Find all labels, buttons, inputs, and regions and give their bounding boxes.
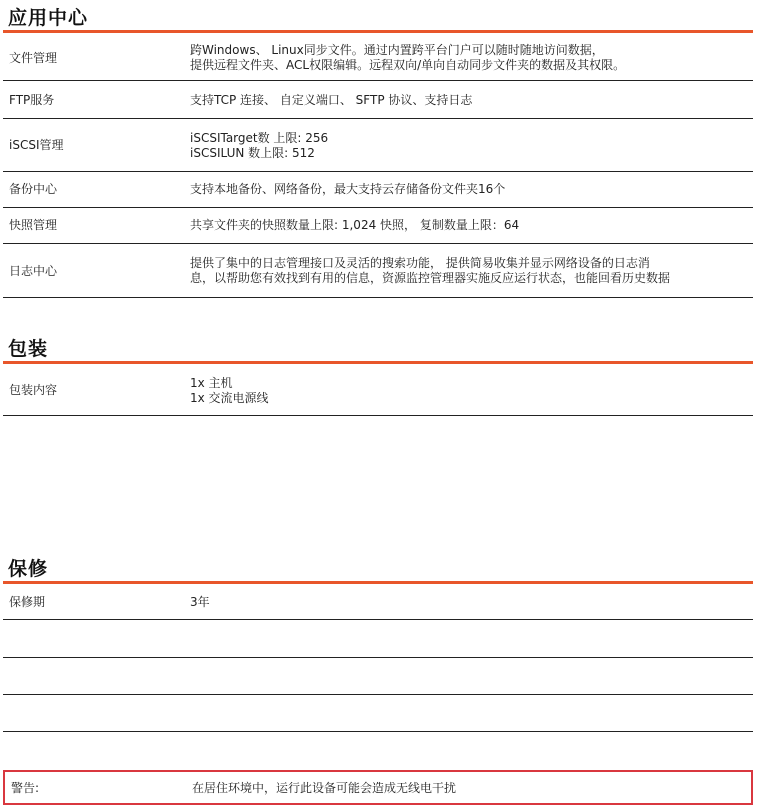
- section-warranty: [3, 557, 753, 732]
- spec-label: 快照管理: [9, 218, 58, 232]
- spec-value-line: 1x 交流电源线: [190, 391, 269, 405]
- section-title: 包装: [8, 338, 49, 360]
- spec-row-log-center: [3, 244, 753, 298]
- section-app-center: [3, 6, 753, 298]
- warning-box: [3, 770, 753, 805]
- spec-value-line: 3年: [190, 595, 210, 609]
- spec-value: [190, 93, 472, 108]
- spec-value-line: iSCSITarget数 上限: 256: [190, 131, 329, 145]
- spec-row-empty: [3, 695, 753, 732]
- spec-value-line: 支持本地备份、网络备份，最大支持云存储备份文件夹16个: [190, 182, 506, 196]
- spec-value: [190, 182, 505, 197]
- spec-row-snapshot: [3, 208, 753, 244]
- spec-row-file-management: [3, 33, 753, 81]
- spec-row-package-contents: [3, 364, 753, 416]
- spec-label: 文件管理: [9, 51, 58, 65]
- spec-row-warranty-period: [3, 584, 753, 620]
- spec-row-ftp: [3, 81, 753, 119]
- spec-value-line: 1x 主机: [190, 376, 233, 390]
- spec-value-line: iSCSILUN 数上限: 512: [190, 146, 315, 160]
- spec-value: [190, 595, 210, 610]
- section-title: 保修: [8, 558, 49, 580]
- spec-row-backup: [3, 172, 753, 208]
- spec-row-empty: [3, 658, 753, 695]
- spec-value-line: 提供远程文件夹、ACL权限编辑。远程双向/单向自动同步文件夹的数据及其权限。: [190, 58, 626, 72]
- warning-label: 警告:: [11, 781, 40, 795]
- spec-value: [190, 218, 519, 233]
- spec-row-empty: [3, 620, 753, 658]
- spec-label: 日志中心: [9, 264, 58, 278]
- spec-value-line: 支持TCP 连接、 自定义端口、 SFTP 协议、支持日志: [190, 93, 473, 107]
- spec-label: iSCSI管理: [9, 138, 64, 152]
- warning-text: 在居住环境中，运行此设备可能会造成无线电干扰: [192, 781, 457, 795]
- spec-row-iscsi: [3, 119, 753, 172]
- spec-value-line: 息，以帮助您有效找到有用的信息，资源监控管理器实施反应运行状态，也能回看历史数据: [190, 271, 671, 285]
- section-packaging: [3, 337, 753, 416]
- spec-value: [190, 131, 328, 161]
- spec-label: 备份中心: [9, 182, 58, 196]
- section-title: 应用中心: [8, 7, 89, 29]
- spec-value: [190, 376, 269, 406]
- spec-value-line: 提供了集中的日志管理接口及灵活的搜索功能， 提供简易收集并显示网络设备的日志消: [190, 256, 650, 270]
- spec-label: 保修期: [9, 595, 46, 609]
- spec-value-line: 跨Windows、 Linux同步文件。通过内置跨平台门户可以随时随地访问数据，: [190, 43, 604, 57]
- spec-value-line: 共享文件夹的快照数量上限: 1,024 快照， 复制数量上限：64: [190, 218, 520, 232]
- spec-value: [190, 256, 670, 286]
- spec-label: 包装内容: [9, 383, 58, 397]
- spec-value: [190, 43, 625, 73]
- spec-label: FTP服务: [9, 93, 55, 107]
